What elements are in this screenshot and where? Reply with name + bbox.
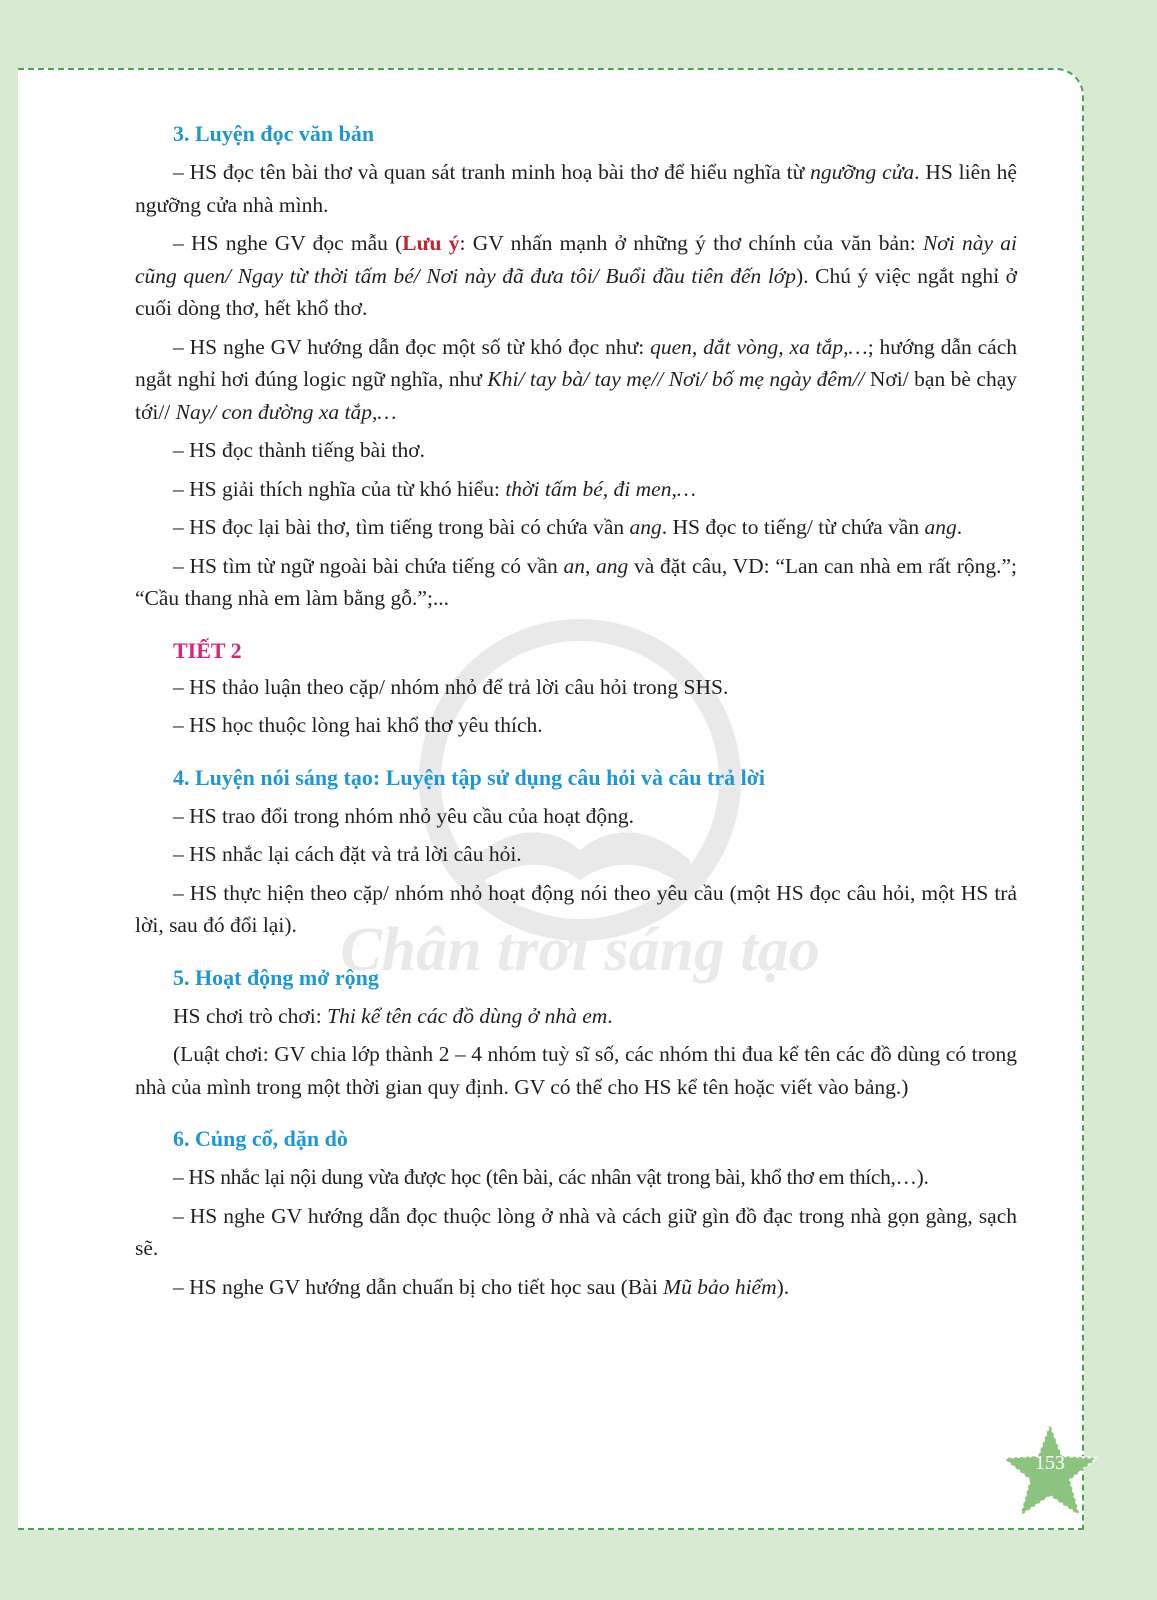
- paragraph: – HS nhắc lại cách đặt và trả lời câu hỏi.: [173, 842, 522, 866]
- paragraph: – HS trao đổi trong nhóm nhỏ yêu cầu của hoạt động.: [173, 803, 634, 828]
- paragraph: – HS học thuộc lòng hai khổ thơ yêu thích.: [173, 713, 543, 737]
- paragraph: – HS tìm từ ngữ ngoài bài chứa tiếng có vần an, ang và đặt câu, VD: “Lan can nhà em rất rộng.”; “Cầu thang nhà em làm bằng gỗ.”;...: [135, 553, 1018, 610]
- main-content: [135, 118, 1017, 1309]
- paragraph: – HS nghe GV hướng dẫn đọc một số từ khó đọc như: quen, dắt vòng, xa tắp,…; hướng dẫn cách ngắt nghỉ hơi đúng logic ngữ nghĩa, như Khi/ tay bà/ tay mẹ// Nơi/ bố mẹ ngày đêm// Nơi/ bạn bè chạy tới// Nay/ con đường xa tắp,…: [135, 334, 1017, 424]
- section-heading-4: 4. Luyện nói sáng tạo: Luyện tập sử dụng câu hỏi và câu trả lời: [173, 764, 765, 790]
- section-heading-3: 3. Luyện đọc văn bản: [173, 121, 375, 146]
- paragraph: – HS đọc tên bài thơ và quan sát tranh minh hoạ bài thơ để hiểu nghĩa từ ngưỡng cửa. HS liên hệ ngưỡng cửa nhà mình.: [135, 160, 1017, 217]
- paragraph: – HS nghe GV hướng dẫn đọc thuộc lòng ở nhà và cách giữ gìn đồ đạc trong nhà gọn gàng, sạch sẽ.: [135, 1203, 1017, 1260]
- section-heading-5: 5. Hoạt động mở rộng: [173, 964, 379, 990]
- paragraph: – HS thực hiện theo cặp/ nhóm nhỏ hoạt động nói theo yêu cầu (một HS đọc câu hỏi, một HS trả lời, sau đó đổi lại).: [135, 880, 1017, 937]
- paragraph: – HS đọc lại bài thơ, tìm tiếng trong bài có chứa vần ang. HS đọc to tiếng/ từ chứa vần ang.: [173, 515, 963, 539]
- section-heading-6: 6. Củng cố, dặn dò: [173, 1126, 348, 1151]
- page-number: 153: [1035, 1452, 1065, 1474]
- paragraph: HS chơi trò chơi: Thi kể tên các đồ dùng ở nhà em.: [173, 1003, 613, 1028]
- paragraph: – HS đọc thành tiếng bài thơ.: [173, 438, 426, 462]
- paragraph: – HS nghe GV hướng dẫn chuẩn bị cho tiết học sau (Bài Mũ bảo hiểm).: [173, 1274, 790, 1299]
- paragraph: – HS thảo luận theo cặp/ nhóm nhỏ để trả lời câu hỏi trong SHS.: [173, 674, 729, 699]
- paragraph: – HS nghe GV đọc mẫu (Lưu ý: GV nhấn mạnh ở những ý thơ chính của văn bản: Nơi này ai cũng quen/ Ngay từ thời tấm bé/ Nơi này đã đưa tôi/ Buổi đầu tiên đến lớp). Chú ý việc ngắt nghỉ ở cuối dòng thơ, hết khổ thơ.: [135, 231, 1017, 320]
- paragraph: – HS giải thích nghĩa của từ khó hiểu: thời tấm bé, đi men,…: [173, 476, 696, 501]
- lesson-heading-tiet-2: TIẾT 2: [173, 637, 242, 663]
- note-label: Lưu ý: [402, 231, 460, 255]
- paragraph: – HS nhắc lại nội dung vừa được học (tên bài, các nhân vật trong bài, khổ thơ em thích,…).: [173, 1165, 929, 1189]
- paragraph: (Luật chơi: GV chia lớp thành 2 – 4 nhóm tuỳ sĩ số, các nhóm thi đua kể tên các đồ dùng có trong nhà của mình trong một thời gian quy định. GV có thể cho HS kể tên hoặc viết vào bảng.): [135, 1042, 1017, 1099]
